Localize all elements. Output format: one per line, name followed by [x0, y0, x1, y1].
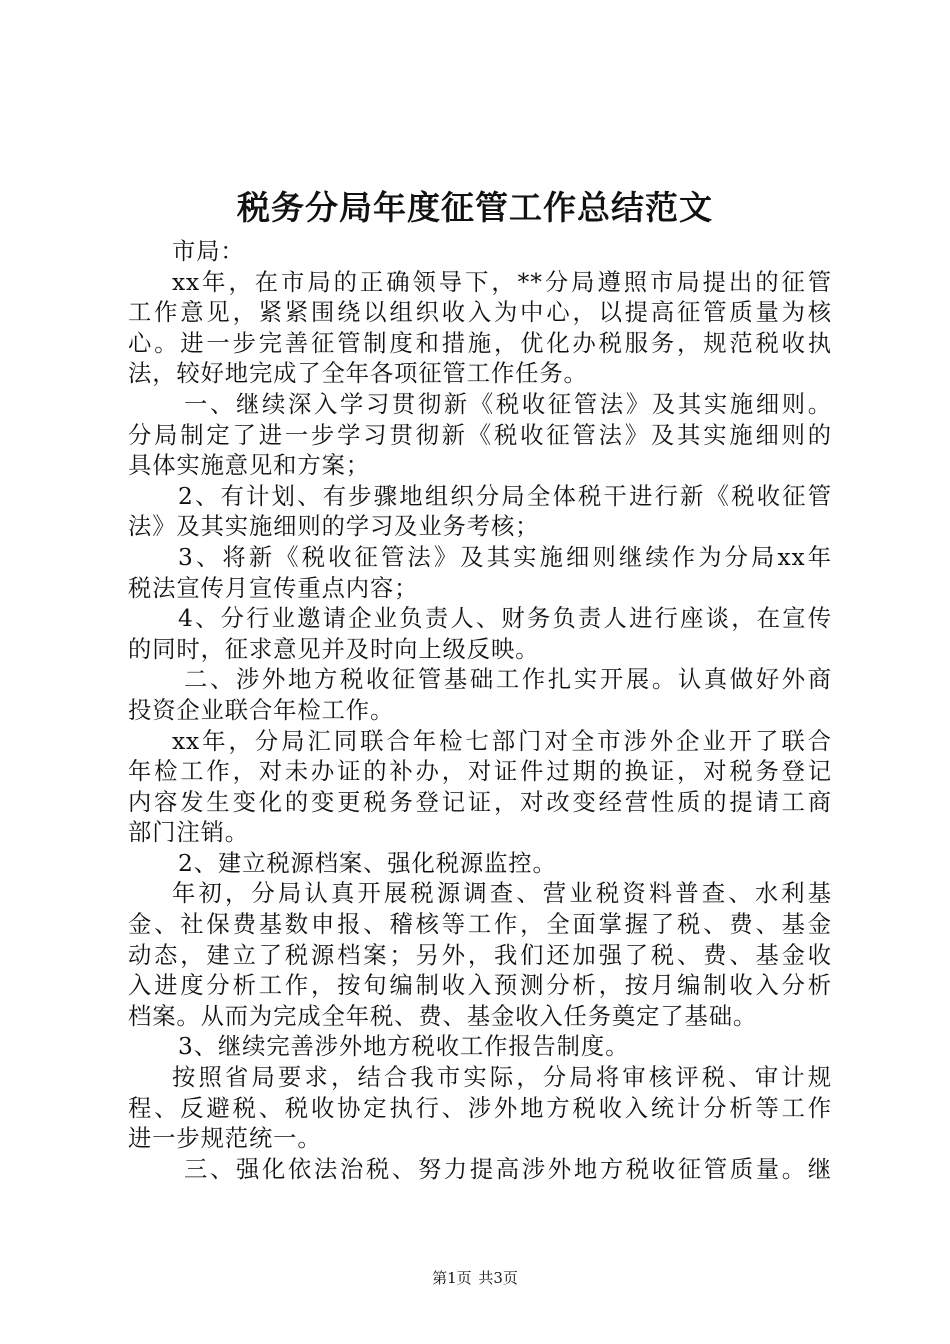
section-heading-line: 三、强化依法治税、努力提高涉外地方税收征管质量。继 [184, 1155, 832, 1183]
page-total: 共3页 [478, 1269, 518, 1287]
text-line: 投资企业联合年检工作。 [128, 696, 395, 724]
page-number: 第1页 [432, 1269, 472, 1287]
list-item-line: 2、建立税源档案、强化税源监控。 [178, 849, 557, 877]
list-item-line: 3、将新《税收征管法》及其实施细则继续作为分局xx年 [178, 543, 832, 571]
text-line: 内容发生变化的变更税务登记证，对改变经营性质的提请工商 [128, 788, 832, 816]
text-line: 入进度分析工作，按旬编制收入预测分析，按月编制收入分析 [128, 972, 832, 1000]
text-line: 税法宣传月宣传重点内容； [128, 574, 419, 602]
text-line: 部门注销。 [128, 819, 249, 847]
section-heading-line: 二、涉外地方税收征管基础工作扎实开展。认真做好外商 [184, 666, 832, 694]
text-line: 进一步规范统一。 [128, 1125, 322, 1153]
text-line: 法，较好地完成了全年各项征管工作任务。 [128, 360, 588, 388]
text-line: 年检工作，对未办证的补办，对证件过期的换证，对税务登记 [128, 758, 832, 786]
text-line: 的同时，征求意见并及时向上级反映。 [128, 635, 540, 663]
text-line: 具体实施意见和方案； [128, 452, 370, 480]
list-item-line: 4、分行业邀请企业负责人、财务负责人进行座谈，在宣传 [178, 605, 832, 633]
text-line: 法》及其实施细则的学习及业务考核； [128, 513, 540, 541]
document-body [128, 237, 832, 1185]
text-line: xx年，分局汇同联合年检七部门对全市涉外企业开了联合 [172, 727, 832, 755]
section-heading-line: 一、继续深入学习贯彻新《税收征管法》及其实施细则。 [184, 390, 832, 418]
text-line: 程、反避税、税收协定执行、涉外地方税收入统计分析等工作 [128, 1094, 832, 1122]
text-line: 心。进一步完善征管制度和措施，优化办税服务，规范税收执 [128, 329, 832, 357]
list-item-line: 2、有计划、有步骤地组织分局全体税干进行新《税收征管 [178, 482, 832, 510]
text-line: 档案。从而为完成全年税、费、基金收入任务奠定了基础。 [128, 1002, 758, 1030]
text-line: 工作意见，紧紧围绕以组织收入为中心，以提高征管质量为核 [128, 299, 832, 327]
list-item-line: 3、继续完善涉外地方税收工作报告制度。 [178, 1033, 630, 1061]
text-line: 动态，建立了税源档案；另外，我们还加强了税、费、基金收 [128, 941, 832, 969]
text-line: xx年，在市局的正确领导下，**分局遵照市局提出的征管 [172, 268, 832, 296]
text-line: 按照省局要求，结合我市实际，分局将审核评税、审计规 [172, 1064, 832, 1092]
text-line: 年初，分局认真开展税源调查、营业税资料普查、水利基 [172, 880, 832, 908]
salutation-line: 市局： [172, 238, 245, 265]
document-title: 税务分局年度征管工作总结范文 [237, 188, 713, 227]
text-line: 金、社保费基数申报、稽核等工作，全面掌握了税、费、基金 [128, 911, 832, 939]
text-line: 分局制定了进一步学习贯彻新《税收征管法》及其实施细则的 [128, 421, 832, 449]
page-footer [0, 1267, 950, 1289]
